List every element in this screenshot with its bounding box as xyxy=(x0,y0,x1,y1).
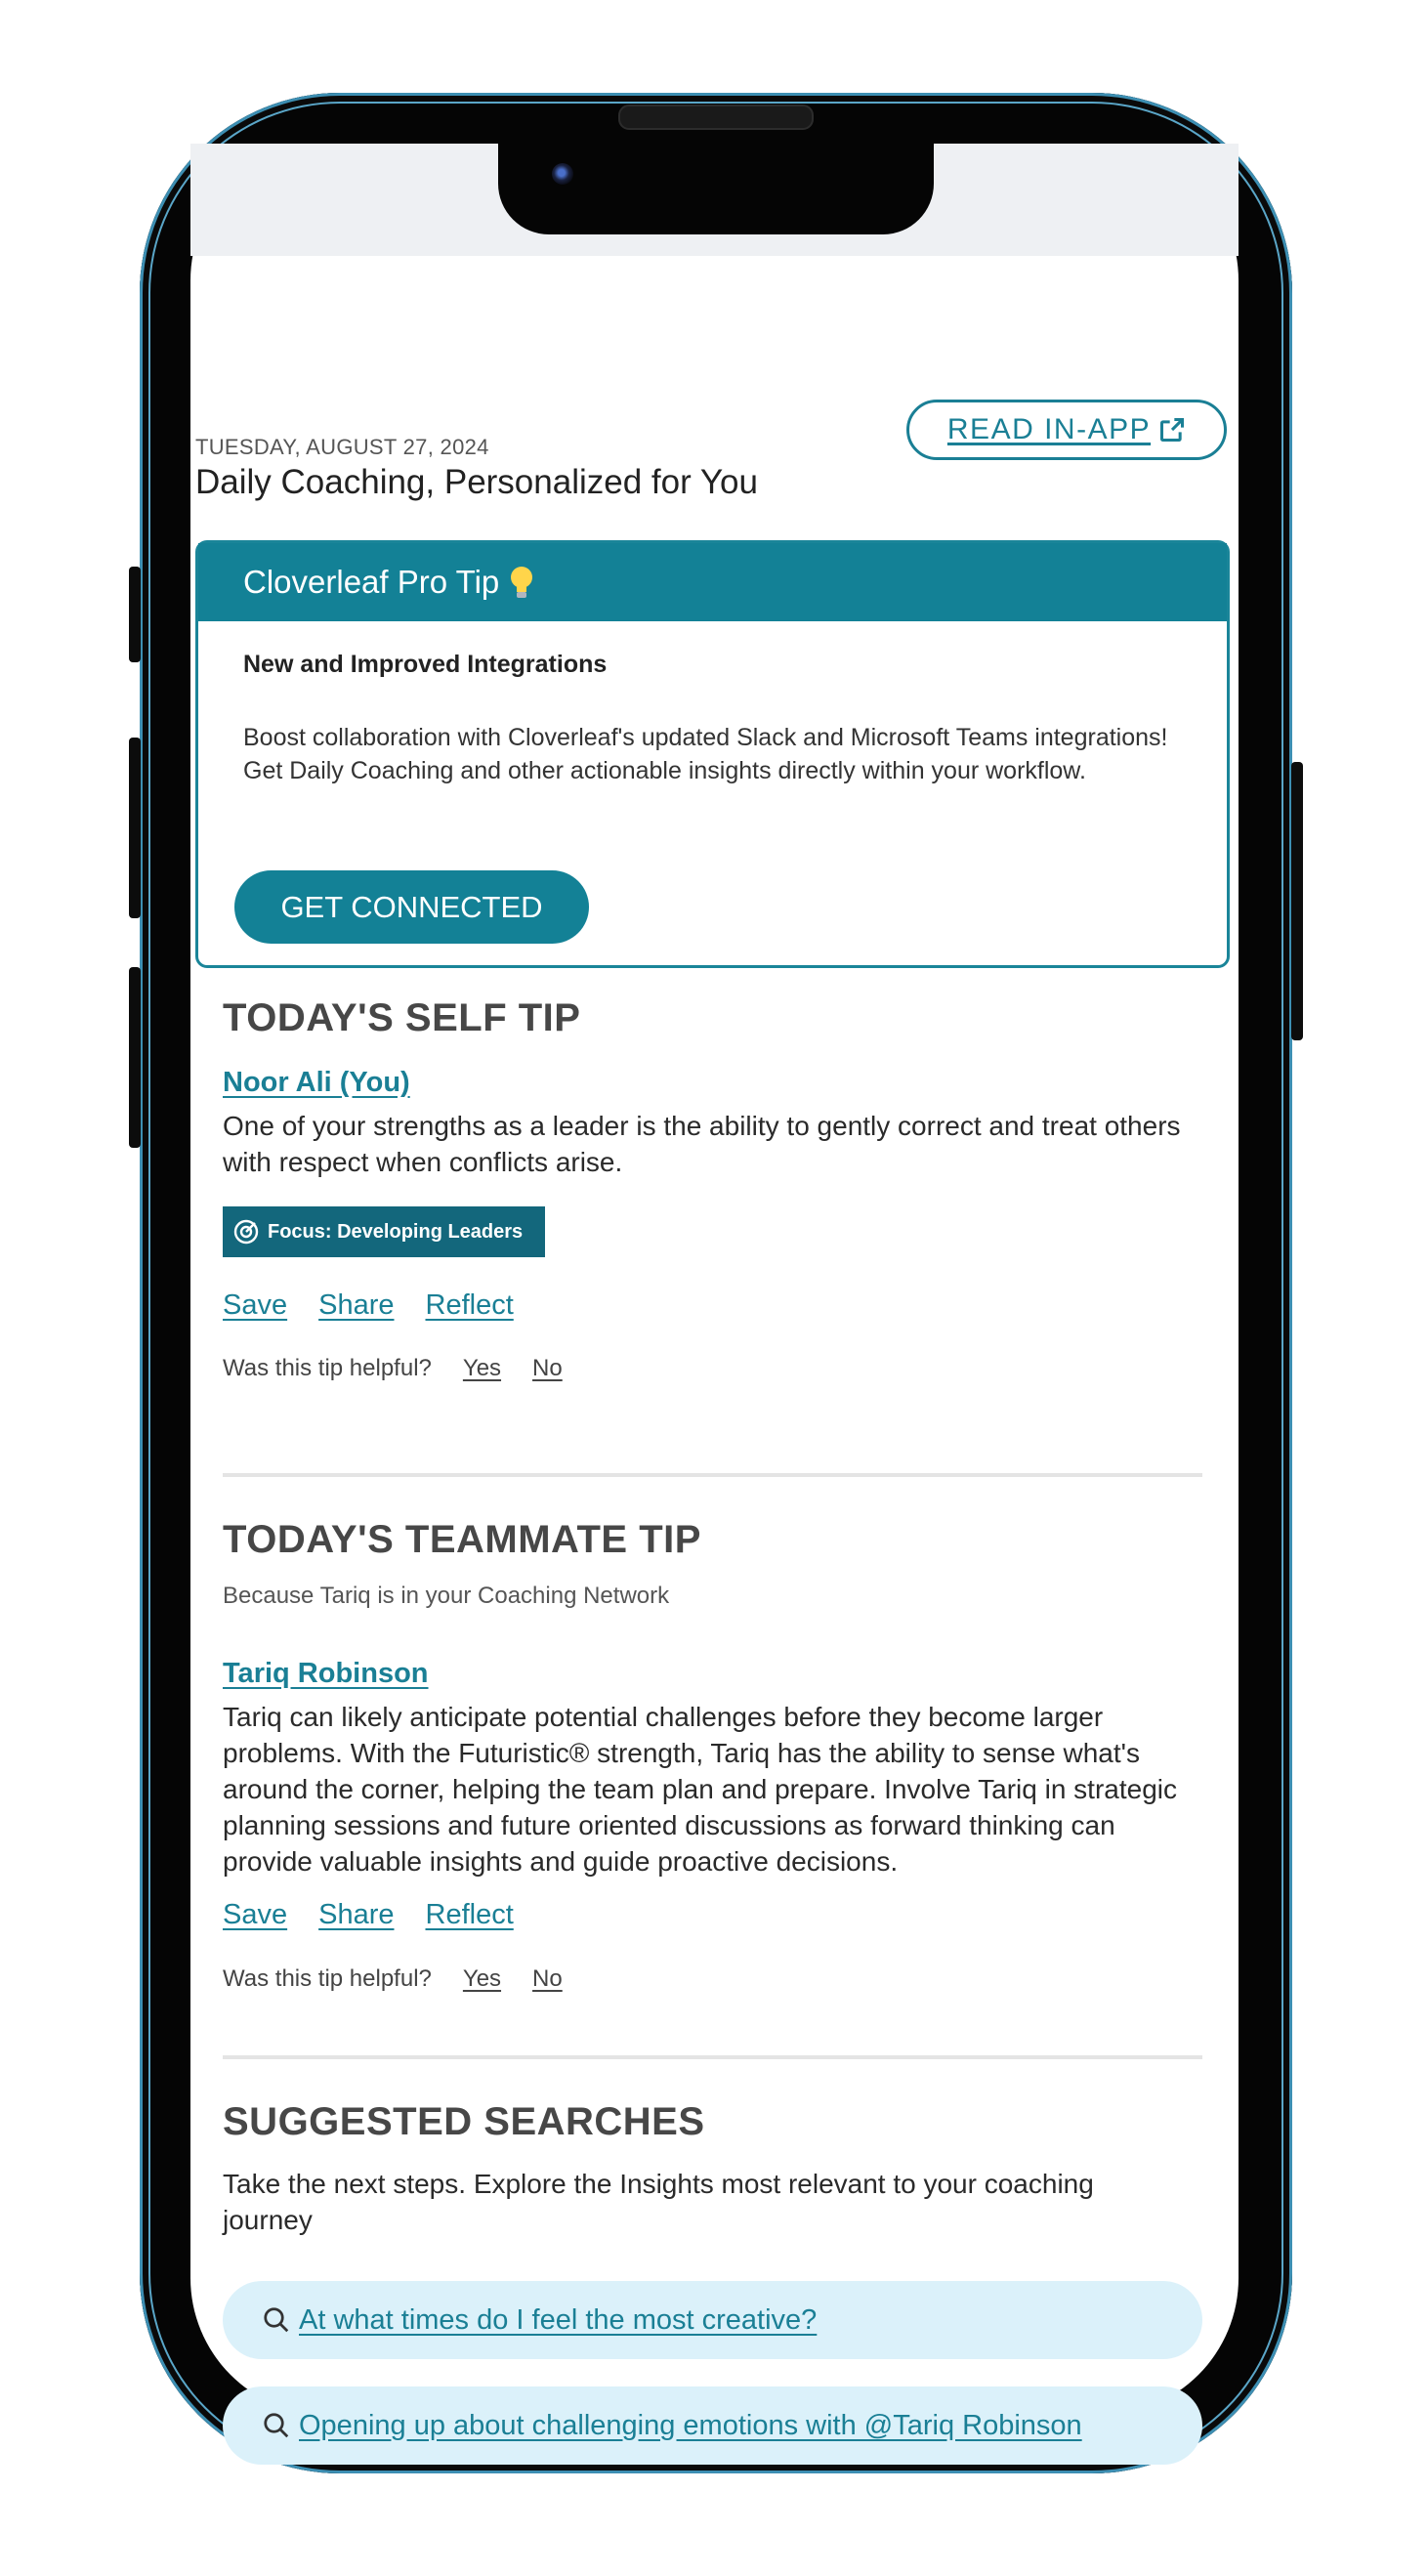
notch xyxy=(498,144,934,234)
suggested-search-link[interactable]: At what times do I feel the most creative? xyxy=(299,2303,818,2336)
self-tip-person-link[interactable]: Noor Ali (You) xyxy=(223,1067,410,1098)
section-divider xyxy=(223,1473,1202,1477)
volume-down-button xyxy=(129,967,141,1148)
get-connected-button[interactable]: GET CONNECTED xyxy=(234,870,589,944)
helpful-yes-link[interactable]: Yes xyxy=(462,1965,502,1992)
teammate-tip-reflect-link[interactable]: Reflect xyxy=(425,1899,514,1930)
section-divider xyxy=(223,2055,1202,2059)
power-button xyxy=(1291,762,1303,1040)
lightbulb-icon xyxy=(509,565,534,600)
teammate-tip-share-link[interactable]: Share xyxy=(318,1899,395,1930)
focus-badge xyxy=(223,1206,545,1257)
self-tip-reflect-link[interactable]: Reflect xyxy=(425,1289,514,1321)
pro-tip-card xyxy=(195,540,1230,968)
external-link-icon xyxy=(1158,416,1186,443)
teammate-tip-person-link[interactable]: Tariq Robinson xyxy=(223,1658,429,1689)
pro-tip-subtitle: New and Improved Integrations xyxy=(243,651,608,678)
self-tip-heading: TODAY'S SELF TIP xyxy=(223,996,581,1039)
mute-switch xyxy=(129,567,141,662)
pro-tip-title: Cloverleaf Pro Tip xyxy=(243,564,500,600)
helpful-no-link[interactable]: No xyxy=(532,1355,563,1381)
teammate-tip-feedback xyxy=(223,1965,563,1993)
front-camera xyxy=(552,163,573,185)
helpful-prompt: Was this tip helpful? xyxy=(223,1965,432,1992)
suggested-search-item[interactable] xyxy=(223,2281,1202,2359)
target-icon xyxy=(232,1218,260,1246)
self-tip-save-link[interactable]: Save xyxy=(223,1289,288,1321)
focus-badge-label: Focus: Developing Leaders xyxy=(268,1220,524,1243)
teammate-tip-save-link[interactable]: Save xyxy=(223,1899,288,1930)
teammate-tip-text: Tariq can likely anticipate potential challenges before they become larger problems. With the Futuristic® strength, Tariq has the ability to sense what's around the corner, helping the team plan and prepare. Involve Tariq in strategic planning sessions and future oriented discussions as forward thinking can provide valuable insights and guide proactive decisions. xyxy=(223,1702,1177,1877)
pro-tip-header xyxy=(198,543,1227,621)
self-tip-feedback xyxy=(223,1355,563,1382)
teammate-tip-actions xyxy=(223,1899,514,1931)
search-icon xyxy=(262,2305,291,2335)
suggested-searches-intro: Take the next steps. Explore the Insights most relevant to your coaching journey xyxy=(223,2169,1094,2235)
teammate-tip-subnote: Because Tariq is in your Coaching Network xyxy=(223,1583,670,1609)
suggested-searches-heading: SUGGESTED SEARCHES xyxy=(223,2100,705,2143)
volume-up-button xyxy=(129,738,141,918)
search-icon xyxy=(262,2411,291,2440)
self-tip-actions xyxy=(223,1289,514,1322)
helpful-prompt: Was this tip helpful? xyxy=(223,1355,432,1381)
self-tip-text: One of your strengths as a leader is the ability to gently correct and treat others with respect when conflicts arise. xyxy=(223,1111,1181,1177)
header-date: TUESDAY, AUGUST 27, 2024 xyxy=(195,435,489,459)
teammate-tip-heading: TODAY'S TEAMMATE TIP xyxy=(223,1518,701,1561)
self-tip-share-link[interactable]: Share xyxy=(318,1289,395,1321)
helpful-no-link[interactable]: No xyxy=(532,1965,563,1992)
email-content xyxy=(190,256,1239,2441)
suggested-search-item[interactable] xyxy=(223,2386,1202,2465)
page-title: Daily Coaching, Personalized for You xyxy=(195,463,758,501)
earpiece-speaker xyxy=(618,105,814,130)
suggested-search-link[interactable]: Opening up about challenging emotions with @Tariq Robinson xyxy=(299,2409,1082,2441)
pro-tip-body: Boost collaboration with Cloverleaf's updated Slack and Microsoft Teams integrations! Get Daily Coaching and other actionable insights directly within your workflow. xyxy=(243,724,1168,784)
read-in-app-button[interactable] xyxy=(906,400,1227,460)
read-in-app-label: READ IN-APP xyxy=(946,413,1152,445)
phone-screen xyxy=(190,144,1239,2441)
helpful-yes-link[interactable]: Yes xyxy=(462,1355,502,1381)
